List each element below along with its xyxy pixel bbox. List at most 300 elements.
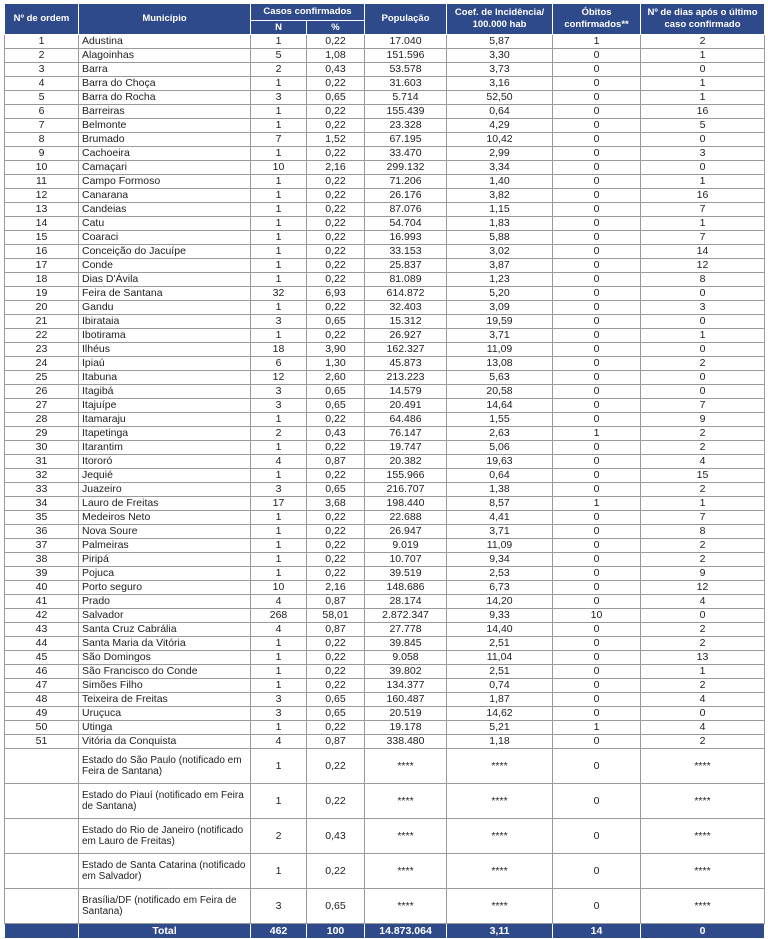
- table-row: [5, 497, 765, 511]
- cell-casos-pct: 0,87: [307, 595, 365, 609]
- cell-dias: 2: [641, 357, 765, 371]
- cell-populacao: 14.579: [365, 385, 447, 399]
- cell-obitos: 0: [553, 245, 641, 259]
- table-row: [5, 567, 765, 581]
- total-dias: 0: [641, 924, 765, 939]
- cell-casos-n: 1: [251, 637, 307, 651]
- cell-populacao: ****: [365, 819, 447, 854]
- cell-casos-n: 1: [251, 329, 307, 343]
- cell-municipio: Conceição do Jacuípe: [79, 245, 251, 259]
- cell-coef: 13,08: [447, 357, 553, 371]
- cell-dias: 0: [641, 287, 765, 301]
- cell-municipio: Ibotirama: [79, 329, 251, 343]
- cell-municipio: Barra do Rocha: [79, 91, 251, 105]
- cell-dias: 8: [641, 273, 765, 287]
- table-row: [5, 413, 765, 427]
- cell-casos-n: 3: [251, 399, 307, 413]
- cell-populacao: 155.439: [365, 105, 447, 119]
- cell-populacao: 134.377: [365, 679, 447, 693]
- cell-ordem: 35: [5, 511, 79, 525]
- cell-ordem: 8: [5, 133, 79, 147]
- cell-coef: 3,82: [447, 189, 553, 203]
- table-row: [5, 399, 765, 413]
- cell-coef: 1,38: [447, 483, 553, 497]
- cell-municipio: Prado: [79, 595, 251, 609]
- cell-municipio: Brasília/DF (notificado em Feira de Santana): [79, 889, 251, 924]
- cell-obitos: 0: [553, 161, 641, 175]
- cell-populacao: 17.040: [365, 35, 447, 49]
- table-row: [5, 427, 765, 441]
- cell-populacao: 32.403: [365, 301, 447, 315]
- col-header-casos-pct: %: [307, 21, 365, 35]
- cell-obitos: 0: [553, 679, 641, 693]
- cell-ordem: 2: [5, 49, 79, 63]
- cell-populacao: 216.707: [365, 483, 447, 497]
- cell-municipio: Adustina: [79, 35, 251, 49]
- cell-municipio: Pojuca: [79, 567, 251, 581]
- cell-dias: 2: [641, 539, 765, 553]
- cell-populacao: 2.872.347: [365, 609, 447, 623]
- cell-obitos: 0: [553, 315, 641, 329]
- cell-coef: 3,73: [447, 63, 553, 77]
- cell-municipio: Alagoinhas: [79, 49, 251, 63]
- table-row: [5, 105, 765, 119]
- cell-ordem: 38: [5, 553, 79, 567]
- cell-obitos: 0: [553, 539, 641, 553]
- cell-municipio: Ilhéus: [79, 343, 251, 357]
- cell-dias: 0: [641, 343, 765, 357]
- cell-casos-pct: 3,90: [307, 343, 365, 357]
- table-row: [5, 679, 765, 693]
- table-row: [5, 91, 765, 105]
- cell-casos-n: 1: [251, 553, 307, 567]
- cell-casos-pct: 0,65: [307, 707, 365, 721]
- cell-casos-pct: 0,87: [307, 735, 365, 749]
- table-row: [5, 665, 765, 679]
- cell-dias: 2: [641, 35, 765, 49]
- cell-coef: 1,83: [447, 217, 553, 231]
- cell-dias: 2: [641, 637, 765, 651]
- cell-ordem: 30: [5, 441, 79, 455]
- table-row: [5, 651, 765, 665]
- table-row: [5, 511, 765, 525]
- cell-coef: 2,99: [447, 147, 553, 161]
- cell-coef: ****: [447, 749, 553, 784]
- cell-dias: 1: [641, 497, 765, 511]
- table-body: [5, 35, 765, 924]
- cell-casos-pct: 1,52: [307, 133, 365, 147]
- cell-coef: 5,87: [447, 35, 553, 49]
- cell-obitos: 0: [553, 49, 641, 63]
- cell-ordem: [5, 784, 79, 819]
- cell-municipio: Palmeiras: [79, 539, 251, 553]
- cell-municipio: Barra: [79, 63, 251, 77]
- cell-municipio: Vitória da Conquista: [79, 735, 251, 749]
- cell-coef: 6,73: [447, 581, 553, 595]
- cell-obitos: 0: [553, 175, 641, 189]
- cell-municipio: Ibirataia: [79, 315, 251, 329]
- cell-obitos: 0: [553, 231, 641, 245]
- table-row: [5, 329, 765, 343]
- cell-casos-pct: 58,01: [307, 609, 365, 623]
- cell-obitos: 0: [553, 77, 641, 91]
- col-header-dias: Nº de dias após o último caso confirmado: [641, 4, 765, 35]
- cell-municipio: Catu: [79, 217, 251, 231]
- cell-populacao: 9.019: [365, 539, 447, 553]
- cell-obitos: 0: [553, 854, 641, 889]
- cell-coef: 14,64: [447, 399, 553, 413]
- cell-populacao: 87.076: [365, 203, 447, 217]
- cell-coef: 4,41: [447, 511, 553, 525]
- cell-casos-n: 3: [251, 385, 307, 399]
- cell-casos-n: 1: [251, 273, 307, 287]
- cell-coef: 5,21: [447, 721, 553, 735]
- cell-populacao: 53.578: [365, 63, 447, 77]
- cell-coef: 14,40: [447, 623, 553, 637]
- cell-casos-pct: 0,22: [307, 441, 365, 455]
- cell-municipio: Estado do Piauí (notificado em Feira de Santana): [79, 784, 251, 819]
- cell-dias: 1: [641, 665, 765, 679]
- cell-obitos: 0: [553, 623, 641, 637]
- cell-obitos: 0: [553, 189, 641, 203]
- cell-casos-n: 1: [251, 539, 307, 553]
- cell-casos-n: 1: [251, 175, 307, 189]
- col-header-ordem: Nº de ordem: [5, 4, 79, 35]
- table-row: [5, 147, 765, 161]
- table-row: [5, 231, 765, 245]
- table-row: [5, 245, 765, 259]
- cell-casos-pct: 0,65: [307, 399, 365, 413]
- cell-obitos: 0: [553, 707, 641, 721]
- table-row: [5, 133, 765, 147]
- cell-ordem: 25: [5, 371, 79, 385]
- cell-ordem: 34: [5, 497, 79, 511]
- cell-coef: 3,87: [447, 259, 553, 273]
- cell-coef: 14,62: [447, 707, 553, 721]
- cell-dias: 7: [641, 203, 765, 217]
- table-row: [5, 609, 765, 623]
- cell-populacao: 39.802: [365, 665, 447, 679]
- cell-casos-pct: 6,93: [307, 287, 365, 301]
- cell-coef: 5,63: [447, 371, 553, 385]
- table-row-external: [5, 889, 765, 924]
- cell-casos-n: 12: [251, 371, 307, 385]
- cell-coef: 2,51: [447, 665, 553, 679]
- cell-casos-pct: 0,22: [307, 245, 365, 259]
- cell-casos-pct: 2,60: [307, 371, 365, 385]
- cell-ordem: 10: [5, 161, 79, 175]
- cell-casos-pct: 0,65: [307, 483, 365, 497]
- table-row: [5, 553, 765, 567]
- table-row: [5, 581, 765, 595]
- table-row: [5, 343, 765, 357]
- cell-dias: 1: [641, 175, 765, 189]
- cell-casos-n: 3: [251, 315, 307, 329]
- cell-obitos: 0: [553, 735, 641, 749]
- table-row: [5, 693, 765, 707]
- cell-municipio: Medeiros Neto: [79, 511, 251, 525]
- cell-coef: 1,40: [447, 175, 553, 189]
- cell-populacao: ****: [365, 889, 447, 924]
- cell-municipio: Belmonte: [79, 119, 251, 133]
- cell-municipio: Dias D'Ávila: [79, 273, 251, 287]
- cell-dias: 12: [641, 581, 765, 595]
- cell-casos-n: 1: [251, 105, 307, 119]
- cell-casos-n: 1: [251, 203, 307, 217]
- cell-municipio: Camaçari: [79, 161, 251, 175]
- cell-obitos: 0: [553, 63, 641, 77]
- cell-obitos: 0: [553, 301, 641, 315]
- cell-casos-n: 6: [251, 357, 307, 371]
- cell-ordem: 20: [5, 301, 79, 315]
- cell-obitos: 0: [553, 469, 641, 483]
- cell-dias: ****: [641, 889, 765, 924]
- cell-casos-pct: 0,22: [307, 679, 365, 693]
- cell-obitos: 0: [553, 595, 641, 609]
- cell-ordem: 29: [5, 427, 79, 441]
- table-row: [5, 273, 765, 287]
- cell-ordem: 27: [5, 399, 79, 413]
- cell-obitos: 0: [553, 483, 641, 497]
- cell-casos-n: 17: [251, 497, 307, 511]
- cell-obitos: 0: [553, 343, 641, 357]
- cell-dias: 1: [641, 329, 765, 343]
- table-row: [5, 77, 765, 91]
- cell-obitos: 0: [553, 581, 641, 595]
- cell-casos-pct: 0,22: [307, 35, 365, 49]
- cell-dias: 5: [641, 119, 765, 133]
- cell-coef: ****: [447, 784, 553, 819]
- cell-obitos: 0: [553, 91, 641, 105]
- table-row: [5, 315, 765, 329]
- cell-casos-pct: 0,65: [307, 91, 365, 105]
- table-row-external: [5, 819, 765, 854]
- cell-municipio: Uruçuca: [79, 707, 251, 721]
- cell-populacao: 64.486: [365, 413, 447, 427]
- total-label: Total: [79, 924, 251, 939]
- cell-municipio: Teixeira de Freitas: [79, 693, 251, 707]
- cell-casos-pct: 0,22: [307, 329, 365, 343]
- total-populacao: 14.873.064: [365, 924, 447, 939]
- cell-populacao: 151.596: [365, 49, 447, 63]
- cell-dias: 13: [641, 651, 765, 665]
- cell-ordem: 24: [5, 357, 79, 371]
- cell-dias: 7: [641, 511, 765, 525]
- cell-populacao: 5.714: [365, 91, 447, 105]
- cell-dias: 16: [641, 105, 765, 119]
- table-row: [5, 469, 765, 483]
- cell-casos-n: 2: [251, 427, 307, 441]
- table-row: [5, 735, 765, 749]
- cell-casos-n: 1: [251, 525, 307, 539]
- cell-casos-pct: 0,22: [307, 567, 365, 581]
- total-ordem: [5, 924, 79, 939]
- cell-casos-n: 3: [251, 693, 307, 707]
- cell-ordem: 46: [5, 665, 79, 679]
- cell-municipio: Nova Soure: [79, 525, 251, 539]
- cell-coef: 1,15: [447, 203, 553, 217]
- cell-casos-n: 1: [251, 147, 307, 161]
- table-row: [5, 259, 765, 273]
- cell-ordem: 11: [5, 175, 79, 189]
- table-row: [5, 385, 765, 399]
- cell-municipio: São Domingos: [79, 651, 251, 665]
- table-row: [5, 63, 765, 77]
- cell-dias: 2: [641, 441, 765, 455]
- cell-obitos: 0: [553, 133, 641, 147]
- cell-obitos: 0: [553, 273, 641, 287]
- cell-populacao: 10.707: [365, 553, 447, 567]
- cell-coef: 5,20: [447, 287, 553, 301]
- cell-ordem: 51: [5, 735, 79, 749]
- total-row: [5, 924, 765, 939]
- cell-casos-pct: 0,22: [307, 469, 365, 483]
- cell-populacao: 22.688: [365, 511, 447, 525]
- cell-casos-n: 1: [251, 119, 307, 133]
- cell-municipio: Feira de Santana: [79, 287, 251, 301]
- table-row: [5, 455, 765, 469]
- cell-dias: 3: [641, 147, 765, 161]
- cell-obitos: 0: [553, 441, 641, 455]
- cell-ordem: 22: [5, 329, 79, 343]
- cell-casos-pct: 0,65: [307, 385, 365, 399]
- cell-municipio: Candeias: [79, 203, 251, 217]
- cell-casos-pct: 0,22: [307, 651, 365, 665]
- cell-municipio: Brumado: [79, 133, 251, 147]
- cell-coef: 2,63: [447, 427, 553, 441]
- cell-municipio: Itajuípe: [79, 399, 251, 413]
- cell-municipio: Campo Formoso: [79, 175, 251, 189]
- cell-ordem: 39: [5, 567, 79, 581]
- cell-ordem: 37: [5, 539, 79, 553]
- cell-dias: 1: [641, 217, 765, 231]
- cell-populacao: 28.174: [365, 595, 447, 609]
- cell-municipio: Estado do São Paulo (notificado em Feira de Santana): [79, 749, 251, 784]
- cell-populacao: 39.845: [365, 637, 447, 651]
- cell-municipio: Conde: [79, 259, 251, 273]
- cell-obitos: 0: [553, 413, 641, 427]
- cell-casos-pct: 1,08: [307, 49, 365, 63]
- cell-ordem: 45: [5, 651, 79, 665]
- cell-casos-pct: 0,65: [307, 315, 365, 329]
- cell-ordem: 36: [5, 525, 79, 539]
- cell-obitos: 0: [553, 784, 641, 819]
- cell-casos-n: 1: [251, 35, 307, 49]
- cell-casos-pct: 0,22: [307, 539, 365, 553]
- cell-municipio: Santa Cruz Cabrália: [79, 623, 251, 637]
- cell-municipio: Salvador: [79, 609, 251, 623]
- cell-coef: 11,04: [447, 651, 553, 665]
- cell-obitos: 0: [553, 553, 641, 567]
- cell-populacao: 67.195: [365, 133, 447, 147]
- cell-populacao: 45.873: [365, 357, 447, 371]
- cell-casos-pct: 0,22: [307, 749, 365, 784]
- cell-populacao: 81.089: [365, 273, 447, 287]
- cell-municipio: Itororó: [79, 455, 251, 469]
- cell-casos-pct: 0,22: [307, 231, 365, 245]
- cell-casos-n: 3: [251, 483, 307, 497]
- table-row-external: [5, 749, 765, 784]
- table-row: [5, 175, 765, 189]
- cell-casos-pct: 0,22: [307, 511, 365, 525]
- cell-ordem: [5, 819, 79, 854]
- cell-ordem: 41: [5, 595, 79, 609]
- cell-populacao: 198.440: [365, 497, 447, 511]
- cell-coef: 1,18: [447, 735, 553, 749]
- table-row-external: [5, 784, 765, 819]
- cell-casos-n: 1: [251, 441, 307, 455]
- table-row: [5, 441, 765, 455]
- cell-coef: 1,87: [447, 693, 553, 707]
- cell-municipio: Piripá: [79, 553, 251, 567]
- cell-populacao: 614.872: [365, 287, 447, 301]
- cell-ordem: 19: [5, 287, 79, 301]
- cell-populacao: 20.491: [365, 399, 447, 413]
- cell-dias: 2: [641, 623, 765, 637]
- cell-coef: ****: [447, 819, 553, 854]
- cell-obitos: 0: [553, 567, 641, 581]
- total-obitos: 14: [553, 924, 641, 939]
- cell-dias: 3: [641, 301, 765, 315]
- cell-casos-pct: 0,22: [307, 413, 365, 427]
- table-row: [5, 637, 765, 651]
- cell-dias: 4: [641, 595, 765, 609]
- cell-ordem: [5, 854, 79, 889]
- cell-municipio: Jequié: [79, 469, 251, 483]
- cell-ordem: 44: [5, 637, 79, 651]
- cell-obitos: 0: [553, 217, 641, 231]
- cell-casos-n: 268: [251, 609, 307, 623]
- cell-municipio: Itarantim: [79, 441, 251, 455]
- cell-dias: 7: [641, 231, 765, 245]
- cell-casos-pct: 0,22: [307, 217, 365, 231]
- cell-populacao: 9.058: [365, 651, 447, 665]
- table-row: [5, 161, 765, 175]
- cell-ordem: 33: [5, 483, 79, 497]
- covid-cases-table: [4, 3, 765, 939]
- cell-obitos: 0: [553, 147, 641, 161]
- cell-coef: 8,57: [447, 497, 553, 511]
- cell-ordem: 47: [5, 679, 79, 693]
- cell-obitos: 0: [553, 357, 641, 371]
- cell-obitos: 0: [553, 399, 641, 413]
- cell-coef: 0,64: [447, 469, 553, 483]
- cell-ordem: 1: [5, 35, 79, 49]
- cell-ordem: 5: [5, 91, 79, 105]
- cell-obitos: 0: [553, 651, 641, 665]
- cell-municipio: Ipiaú: [79, 357, 251, 371]
- cell-casos-pct: 0,22: [307, 77, 365, 91]
- cell-ordem: 14: [5, 217, 79, 231]
- cell-populacao: 19.747: [365, 441, 447, 455]
- cell-casos-pct: 0,22: [307, 189, 365, 203]
- cell-dias: 1: [641, 49, 765, 63]
- cell-obitos: 0: [553, 511, 641, 525]
- cell-obitos: 1: [553, 427, 641, 441]
- cell-populacao: 26.176: [365, 189, 447, 203]
- cell-coef: 10,42: [447, 133, 553, 147]
- cell-obitos: 10: [553, 609, 641, 623]
- cell-dias: ****: [641, 784, 765, 819]
- table-row: [5, 539, 765, 553]
- cell-dias: 2: [641, 553, 765, 567]
- cell-coef: 3,16: [447, 77, 553, 91]
- cell-populacao: ****: [365, 854, 447, 889]
- cell-casos-n: 1: [251, 469, 307, 483]
- cell-casos-pct: 0,22: [307, 784, 365, 819]
- cell-coef: 52,50: [447, 91, 553, 105]
- cell-dias: 7: [641, 399, 765, 413]
